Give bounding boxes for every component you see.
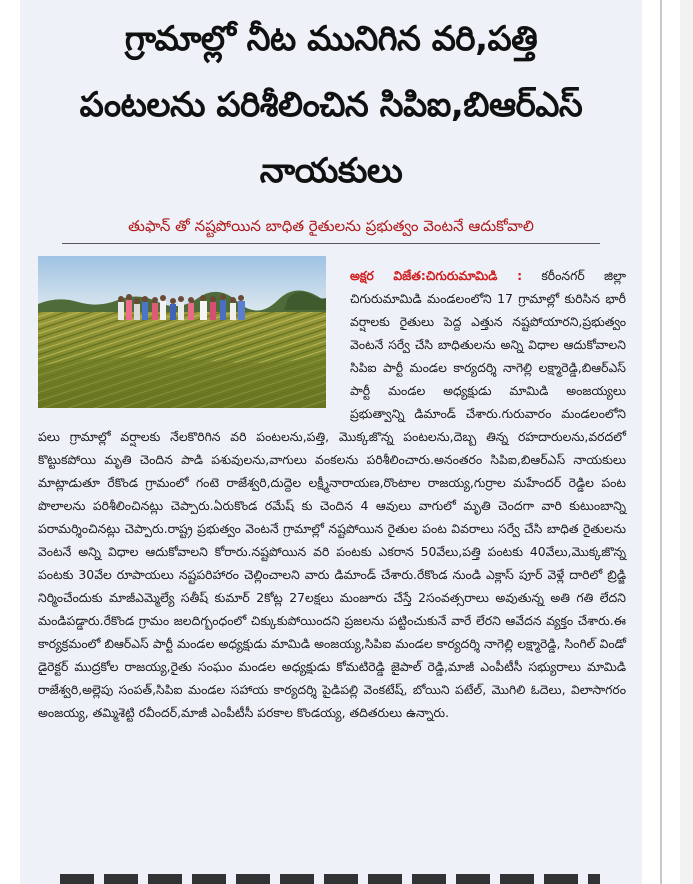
scrollbar-track[interactable] — [680, 0, 693, 884]
article-body — [38, 264, 626, 724]
next-headline-cropped — [20, 872, 642, 884]
news-article — [20, 0, 642, 884]
headline-line: నాయకులు — [259, 151, 403, 191]
dateline: అక్షర విజేత:చిగురుమామిడి : — [350, 268, 523, 283]
headline-line: పంటలను పరిశీలించిన సిపిఐ,బిఆర్ఎస్ — [79, 85, 583, 125]
headline-line: గ్రామాల్లో నీట మునిగిన వరి,పత్తి — [124, 19, 538, 59]
article-body-text: కరీంనగర్ జిల్లా చిగురుమామిడి మండలంలోని 17 గ్రామాల్లో కురిసిన భారీ వర్షాలకు రైతులు పెద్ద ఎత్తున నష్టపోయారని,ప్రభుత్వం వెంటనే సర్వే చేసి బాధితులను అన్ని విధాల ఆదుకోవాలని సిపిఐ పార్టీ మండల కార్యదర్శి నాగెల్లి లక్ష్మారెడ్డి,బిఆర్ఎస్ పార్టీ మండల అధ్యక్షుడు మామిడి అంజయ్యలు ప్రభుత్వాన్ని డిమాండ్ చేశారు.గురువారం మండలంలోని పలు గ్రామాల్లో వర్షాలకు నేలకొరిగిన వరి పంటలను,పత్తి, మొక్కజొన్న పంటలను,దెబ్బ తిన్న రహదారులను,వరదలో కొట్టుకపోయి మృతి చెందిన పాడి పశువులను,వాగులు వంకలను పరిశీలించారు.అనంతరం సిపిఐ,బిఆర్ఎస్ నాయకులు మాట్లాడుతూ రేకొండ గ్రామంలో గంటె రాజేశ్వరి,దుద్దెల లక్ష్మీనారాయణ,రొంటాల రాజయ్య,గుర్రాల మహేందర్ రెడ్డిల పంట పొలాలను పరిశీలించినట్లు చెప్పారు.ఏరుకొండ రమేష్ కు చెందిన 4 ఆవులు వాగులో మృతి చెందగా వారి కుటుంబాన్ని పరామర్శించినట్లు చెప్పారు.రాష్ట్ర ప్రభుత్వం వెంటనే గ్రామాల్లో నష్టపోయిన రైతుల పంట వివరాలు సర్వే చేసి బాధిత రైతులను వెంటనే అన్ని విధాల ఆదుకోవాలని కోరారు.నష్టపోయిన వరి పంటకు ఎకరాన 50వేలు,పత్తి పంటకు 40వేలు,మొక్కజొన్న పంటకు 30వేల రూపాయలు నష్టపరిహారం చెల్లించాలని వారు డిమాండ్ చేశారు.రేకొండ నుండి ఎక్లాస్ పూర్ వెళ్లే దారిలో బ్రిడ్జి నిర్మించేందుకు మాజీఎమ్మెల్యే సతీష్ కుమార్ 2కోట్ల 27లక్షలు మంజూరు చేస్తే 2సంవత్సరాలు అవుతున్న అతి గతి లేదని మండిపడ్డారు.రేకొండ గ్రామం జలదిగ్బంధంలో చిక్కుకుపోయిందని ప్రజలను పట్టించుకునే వారే లేరని ఆవేదన వ్యక్తం చేశారు.ఈ కార్యక్రమంలో బిఆర్ఎస్ పార్టీ మండల అధ్యక్షుడు మామిడి అంజయ్య,సిపిఐ మండల కార్యదర్శి నాగెల్లి లక్ష్మారెడ్డి, సింగిల్ విండో డైరెక్టర్ ముద్రకోల రాజయ్య,రైతు సంఘం మండల అధ్యక్షుడు కోమటిరెడ్డి జైపాల్ రెడ్డి,మాజీ ఎంపీటీసీ సభ్యురాలు మామిడి రాజేశ్వరి,అల్లెపు సంపత్,సిపిఐ మండల సహాయ కార్యదర్శి పైడిపల్లి వెంకటేష్, బోయిని పటేల్, మొగిలి ఓదెలు, విలాసాగరం అంజయ్య, తమ్మిశెట్టి రవీందర్,మాజీ ఎంపీటీసీ పరకాల కొండయ్య, తదితరులు ఉన్నారు. — [38, 268, 626, 720]
subheadline: తుఫాన్ తో నష్టపోయిన బాధిత రైతులను ప్రభుత్వం వెంటనే ఆదుకోవాలి — [128, 217, 534, 235]
photo-text-wrap-spacer — [38, 264, 350, 412]
subheadline-underline — [62, 243, 600, 244]
headline — [20, 6, 642, 204]
